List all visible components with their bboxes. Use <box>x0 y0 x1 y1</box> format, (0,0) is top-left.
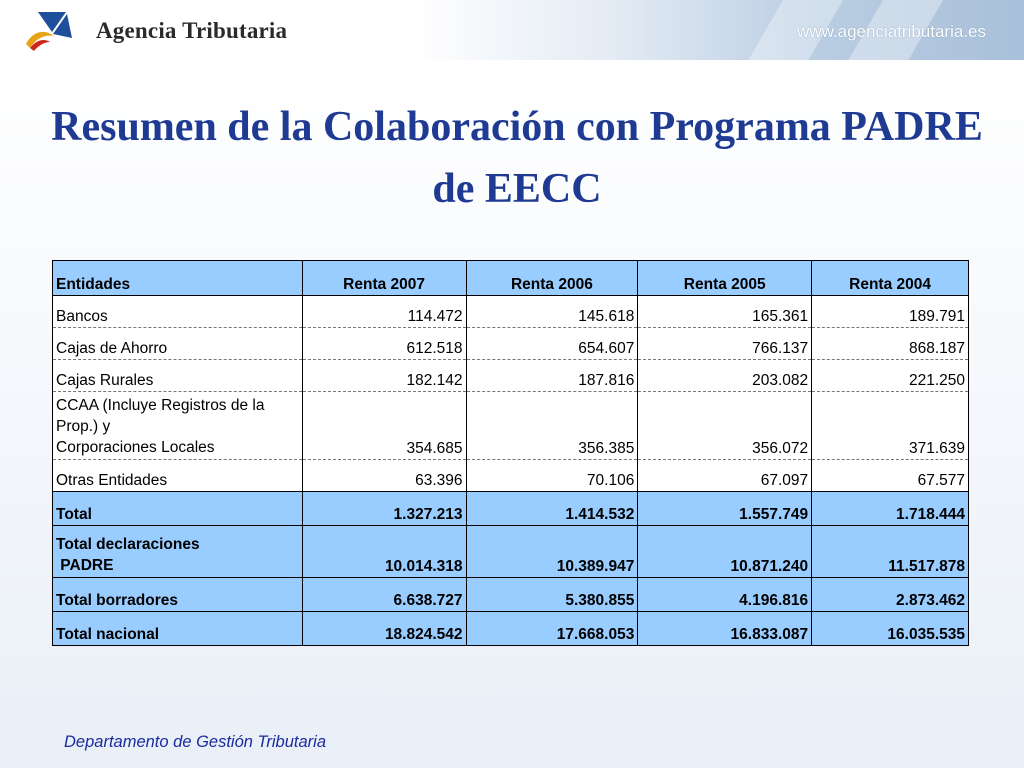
header-band <box>0 0 1024 60</box>
cell-value: 4.196.816 <box>638 578 812 612</box>
table-row <box>53 296 969 328</box>
brand-name: Agencia Tributaria <box>96 18 288 43</box>
cell-value: 114.472 <box>302 296 466 328</box>
cell-value: 356.385 <box>466 392 638 460</box>
cell-value: 654.607 <box>466 328 638 360</box>
cell-value: 16.833.087 <box>638 612 812 646</box>
cell-value: 145.618 <box>466 296 638 328</box>
cell-value: 766.137 <box>638 328 812 360</box>
column-header: Entidades <box>53 261 303 296</box>
cell-value: 5.380.855 <box>466 578 638 612</box>
cell-value: 354.685 <box>302 392 466 460</box>
cell-value: 1.718.444 <box>812 492 969 526</box>
cell-value: 10.871.240 <box>638 526 812 578</box>
cell-value: 63.396 <box>302 460 466 492</box>
cell-value: 187.816 <box>466 360 638 392</box>
cell-value: 11.517.878 <box>812 526 969 578</box>
cell-value: 221.250 <box>812 360 969 392</box>
cell-value: 70.106 <box>466 460 638 492</box>
cell-value: 10.389.947 <box>466 526 638 578</box>
cell-value: 1.414.532 <box>466 492 638 526</box>
footer-department: Departamento de Gestión Tributaria <box>64 733 326 751</box>
cell-value: 67.097 <box>638 460 812 492</box>
cell-value: 189.791 <box>812 296 969 328</box>
cell-value: 10.014.318 <box>302 526 466 578</box>
total-row <box>53 578 969 612</box>
cell-value: 203.082 <box>638 360 812 392</box>
agencia-tributaria-logo-icon <box>22 10 74 52</box>
row-label-line: Prop.) y <box>56 418 111 435</box>
row-label: Otras Entidades <box>53 460 303 492</box>
cell-value: 165.361 <box>638 296 812 328</box>
row-label-line: CCAA (Incluye Registros de la <box>56 397 265 414</box>
total-row <box>53 612 969 646</box>
cell-value: 17.668.053 <box>466 612 638 646</box>
row-label: Total <box>53 492 303 526</box>
column-header: Renta 2007 <box>302 261 466 296</box>
total-row <box>53 492 969 526</box>
row-label: Cajas de Ahorro <box>53 328 303 360</box>
table-row <box>53 360 969 392</box>
column-header: Renta 2005 <box>638 261 812 296</box>
table-row <box>53 460 969 492</box>
table-header-row <box>53 261 969 296</box>
row-label-line: Corporaciones Locales <box>56 439 215 456</box>
cell-value: 6.638.727 <box>302 578 466 612</box>
column-header: Renta 2004 <box>812 261 969 296</box>
cell-value: 2.873.462 <box>812 578 969 612</box>
cell-value: 371.639 <box>812 392 969 460</box>
title-line-1: Resumen de la Colaboración con Programa PADRE <box>51 104 983 150</box>
cell-value: 1.327.213 <box>302 492 466 526</box>
column-header: Renta 2006 <box>466 261 638 296</box>
row-label <box>53 526 303 578</box>
row-label: Total borradores <box>53 578 303 612</box>
summary-table <box>52 260 969 646</box>
site-url-link[interactable]: www.agenciatributaria.es <box>797 22 986 41</box>
page-title <box>0 96 1024 220</box>
row-label <box>53 392 303 460</box>
row-label: Bancos <box>53 296 303 328</box>
cell-value: 868.187 <box>812 328 969 360</box>
row-label-line: Total declaraciones <box>56 536 200 553</box>
total-row <box>53 526 969 578</box>
table-row <box>53 328 969 360</box>
cell-value: 612.518 <box>302 328 466 360</box>
cell-value: 356.072 <box>638 392 812 460</box>
table-row <box>53 392 969 460</box>
cell-value: 18.824.542 <box>302 612 466 646</box>
title-line-2: de EECC <box>432 166 602 212</box>
row-label-line: PADRE <box>56 557 114 574</box>
cell-value: 67.577 <box>812 460 969 492</box>
cell-value: 1.557.749 <box>638 492 812 526</box>
cell-value: 182.142 <box>302 360 466 392</box>
cell-value: 16.035.535 <box>812 612 969 646</box>
row-label: Total nacional <box>53 612 303 646</box>
row-label: Cajas Rurales <box>53 360 303 392</box>
